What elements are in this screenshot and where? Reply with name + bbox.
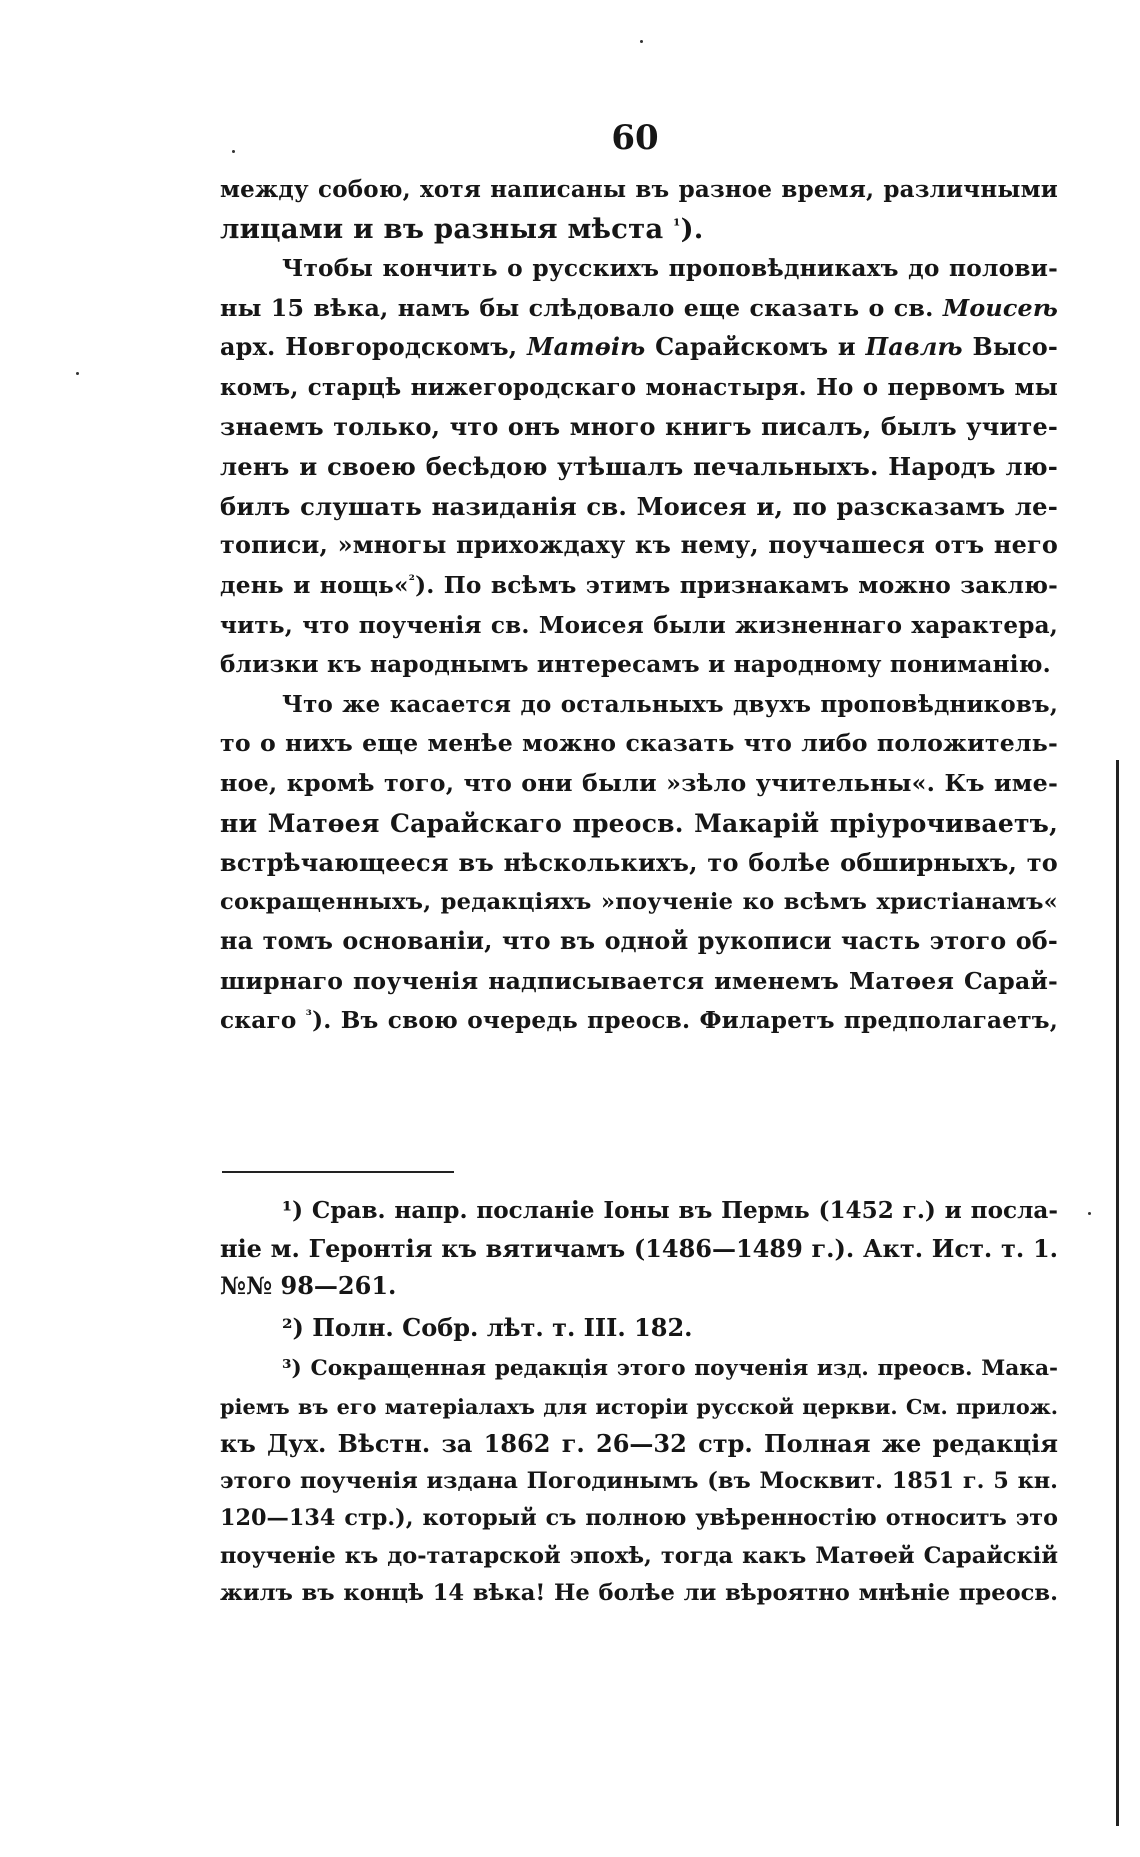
footnote-ref-3[interactable]: ³	[305, 1008, 313, 1025]
paragraph-3	[220, 685, 1058, 1041]
scan-speck	[76, 372, 79, 375]
text-line	[220, 328, 1058, 368]
scan-speck	[232, 150, 235, 153]
paragraph-1	[220, 170, 1058, 249]
text-run: Высо-	[962, 333, 1058, 362]
footnote-line: №№ 98—261.	[220, 1271, 397, 1300]
text-line	[220, 289, 1058, 329]
text-line: знаемъ только, что онъ много книгъ писалъ, былъ учите-	[220, 412, 1058, 441]
footnote-line: жилъ въ концѣ 14 вѣка! Не болѣе ли вѣроятно мнѣніе преосв.	[220, 1580, 1058, 1606]
page-number: 60	[611, 118, 659, 158]
footnote-line: ріемъ въ его матеріалахъ для исторіи русской церкви. См. прилож.	[220, 1393, 1058, 1419]
name-matthew: Матөіѣ	[526, 333, 646, 362]
footnote-line: поученіе къ до-татарской эпохѣ, тогда какъ Матөей Сарайскій	[220, 1542, 1058, 1569]
text-line	[220, 210, 1058, 250]
footnotes	[220, 1192, 1058, 1613]
scan-speck	[1088, 1212, 1091, 1215]
text-line: тописи, »многы прихождаху къ нему, поучашеся отъ него	[220, 531, 1058, 560]
text-run: Сарайскомъ и	[645, 333, 866, 362]
footnote-line: 120—134 стр.), который съ полною увѣренностію относитъ это	[220, 1505, 1058, 1531]
text-line: комъ, старцѣ нижегородскаго монастыря. Но о первомъ мы	[220, 373, 1058, 401]
paragraph-2	[220, 249, 1058, 685]
text-line: сокращенныхъ, редакціяхъ »поученіе ко всѣмъ христіанамъ«	[220, 888, 1058, 915]
text-run: ны 15 вѣка, намъ бы слѣдовало еще сказать о св.	[220, 293, 943, 322]
name-paul: Павлѣ	[865, 333, 963, 362]
footnote-line: ¹) Срав. напр. посланіе Іоны въ Пермь (1452 г.) и посла-	[282, 1197, 1058, 1224]
text-run: арх. Новгородскомъ,	[220, 333, 527, 362]
main-text	[220, 170, 1058, 1041]
scan-edge-line	[1116, 760, 1119, 1826]
name-moses: Моисеѣ	[942, 293, 1058, 322]
text-run: скаго	[220, 1007, 306, 1035]
text-run: ). По всѣмъ этимъ признакамъ можно заклю-	[415, 571, 1058, 599]
text-line: ленъ и своею бесѣдою утѣшалъ печальныхъ. Народъ лю-	[220, 452, 1058, 482]
text-run: ).	[680, 212, 704, 245]
footnote-line: къ Дух. Вѣстн. за 1862 г. 26—32 стр. Полная же редакція	[220, 1429, 1058, 1458]
text-line: ное, кромѣ того, что они были »зѣло учительны«. Къ име-	[220, 768, 1058, 797]
text-line: между собою, хотя написаны въ разное время, различными	[220, 176, 1058, 203]
text-line: Что же касается до остальныхъ двухъ проповѣдниковъ,	[282, 690, 1058, 718]
footnote-line: ²) Полн. Собр. лѣт. т. III. 182.	[282, 1312, 693, 1342]
text-run: день и нощь«	[220, 571, 409, 599]
text-line: ни Матөея Сарайскаго преосв. Макарій пріурочиваетъ,	[220, 807, 1058, 838]
text-line	[220, 566, 1058, 606]
text-line	[220, 1001, 1058, 1041]
text-run: лицами и въ разныя мѣста	[220, 212, 674, 245]
text-line: ширнаго поученія надписывается именемъ Матөея Сарай-	[220, 966, 1058, 995]
footnote-3	[220, 1350, 1058, 1613]
footnote-line: этого поученія издана Погодинымъ (въ Москвит. 1851 г. 5 кн.	[220, 1467, 1058, 1494]
footnote-1	[220, 1192, 1058, 1305]
footnote-ref-1[interactable]: ¹	[673, 215, 681, 235]
footnote-ref-2[interactable]: ²	[408, 572, 416, 589]
text-line: Чтобы кончить о русскихъ проповѣдникахъ до полови-	[282, 255, 1058, 283]
footnote-2	[220, 1309, 1058, 1347]
text-line: на томъ основаніи, что въ одной рукописи часть этого об-	[220, 927, 1058, 956]
text-line: близки къ народнымъ интересамъ и народному пониманію.	[220, 651, 1051, 679]
footnote-divider	[222, 1171, 454, 1173]
text-run: ). Въ свою очередь преосв. Филаретъ предполагаетъ,	[312, 1007, 1059, 1035]
footnote-line: ³) Сокращенная редакція этого поученія изд. преосв. Мака-	[282, 1356, 1058, 1381]
scan-speck	[640, 40, 643, 43]
text-line: то о нихъ еще менѣе можно сказать что либо положитель-	[220, 729, 1058, 758]
text-line: встрѣчающееся въ нѣсколькихъ, то болѣе обширныхъ, то	[220, 848, 1058, 878]
text-line: билъ слушать назиданія св. Моисея и, по разсказамъ ле-	[220, 491, 1058, 521]
text-line: чить, что поученія св. Моисея были жизненнаго характера,	[220, 611, 1058, 639]
footnote-line: ніе м. Геронтія къ вятичамъ (1486—1489 г.). Акт. Ист. т. 1.	[220, 1233, 1058, 1263]
